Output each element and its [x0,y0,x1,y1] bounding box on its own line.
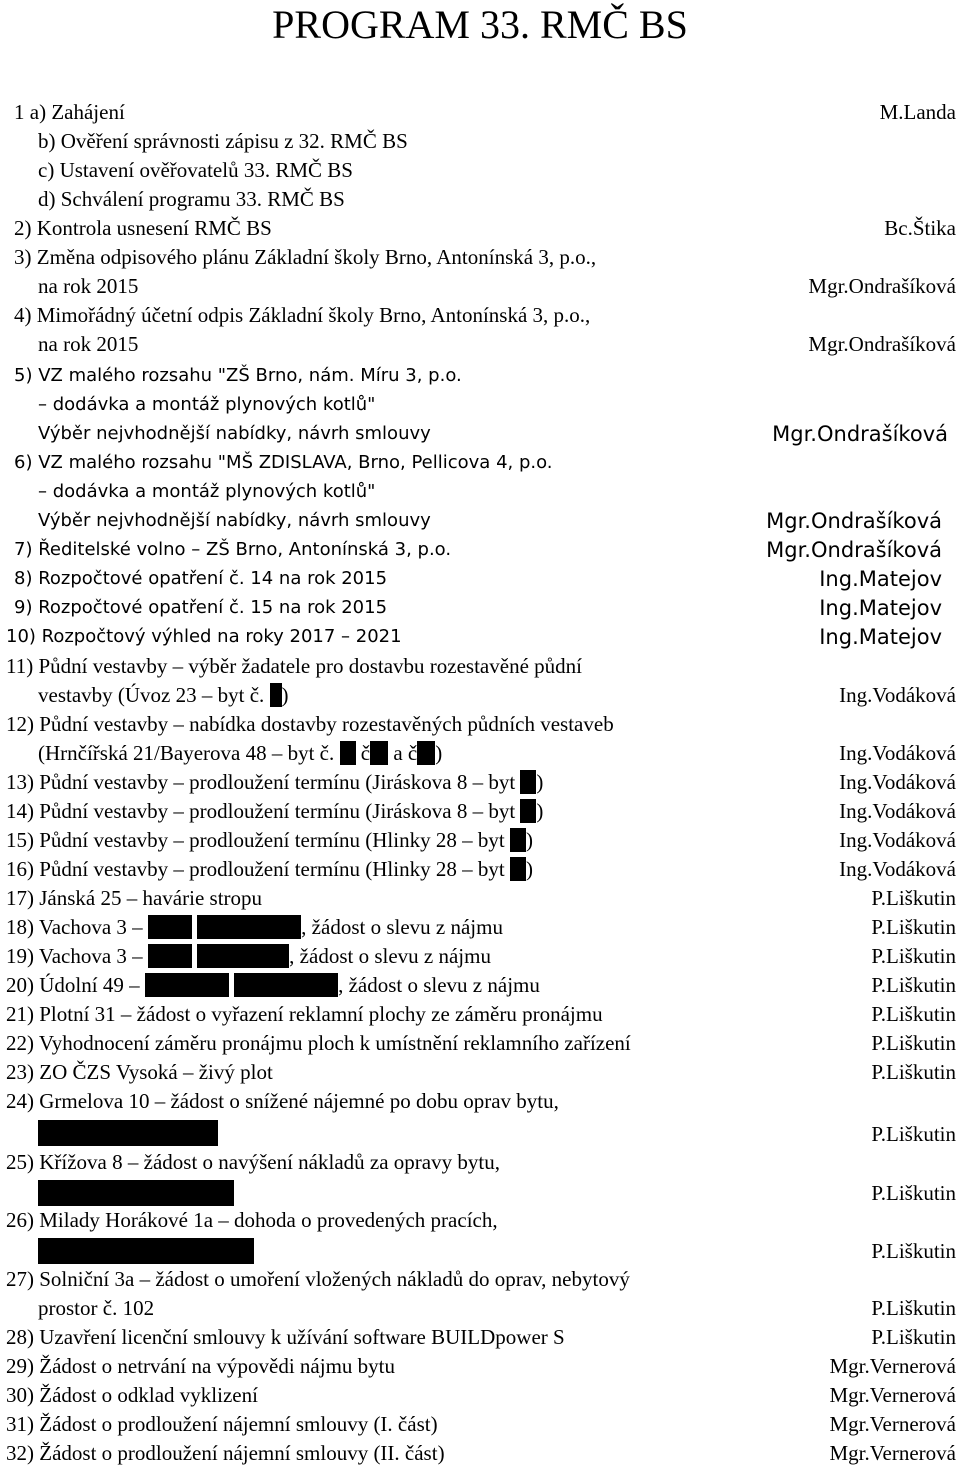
presenter-1: M.Landa [879,100,956,124]
item-5-line2: – dodávka a montáž plynových kotlů" [38,394,376,415]
presenter-11: Ing.Vodáková [839,683,956,707]
item-12-text-mid1: č [355,741,371,765]
item-12-line2 [38,741,442,765]
presenter-13: Ing.Vodáková [839,770,956,794]
item-6-line2: – dodávka a montáž plynových kotlů" [38,481,376,502]
item-6-line3: Výběr nejvhodnější nabídky, návrh smlouvy [38,510,431,531]
presenter-9: Ing.Matejov [819,596,942,620]
presenter-6: Mgr.Ondrašíková [766,509,942,533]
presenter-22: P.Liškutin [871,1031,956,1055]
item-25: 25) Křížova 8 – žádost o navýšení nákladů za opravy bytu, [6,1150,500,1174]
item-12-text-post: ) [435,741,443,765]
item-7: 7) Ředitelské volno – ZŠ Brno, Antonínská 3, p.o. [14,539,452,560]
item-15 [6,828,533,852]
presenter-29: Mgr.Vernerová [829,1354,956,1378]
redaction-box [370,741,388,765]
item-15-text-post: ) [525,828,533,852]
redaction-box [234,973,338,997]
item-27-line2: prostor č. 102 [38,1296,155,1320]
item-3-line1: 3) Změna odpisového plánu Základní školy Brno, Antonínská 3, p.o., [14,245,597,269]
item-11-line2 [38,683,289,707]
item-31: 31) Žádost o prodloužení nájemní smlouvy (I. část) [6,1412,438,1436]
redaction-box [197,944,289,968]
item-2: 2) Kontrola usnesení RMČ BS [14,216,272,240]
item-30: 30) Žádost o odklad vyklizení [6,1383,258,1407]
item-12-line1: 12) Půdní vestavby – nabídka dostavby rozestavěných půdních vestaveb [6,712,614,736]
redaction-box [38,1238,254,1264]
item-18 [6,915,503,939]
presenter-23: P.Liškutin [871,1060,956,1084]
item-16-text-pre: 16) Půdní vestavby – prodloužení termínu (Hlinky 28 – byt [6,857,510,881]
presenter-19: P.Liškutin [871,944,956,968]
item-20 [6,973,540,997]
item-20-text-pre: 20) Údolní 49 – [6,973,145,997]
page-title: PROGRAM 33. RMČ BS [272,2,688,47]
item-14-text-post: ) [536,799,544,823]
redaction-box [148,915,192,939]
item-20-text-post: , žádost o slevu z nájmu [338,973,540,997]
item-14-text-pre: 14) Půdní vestavby – prodloužení termínu (Jiráskova 8 – byt [6,799,521,823]
item-19-text-pre: 19) Vachova 3 – [6,944,148,968]
item-13-text-post: ) [536,770,544,794]
presenter-20: P.Liškutin [871,973,956,997]
item-15-text-pre: 15) Půdní vestavby – prodloužení termínu (Hlinky 28 – byt [6,828,510,852]
presenter-3: Mgr.Ondrašíková [808,274,956,298]
item-12-text-pre: (Hrnčířská 21/Bayerova 48 – byt č. [38,741,340,765]
presenter-15: Ing.Vodáková [839,828,956,852]
presenter-17: P.Liškutin [871,886,956,910]
redaction-box [417,741,435,765]
presenter-7: Mgr.Ondrašíková [766,538,942,562]
item-26: 26) Milady Horákové 1a – dohoda o provedených pracích, [6,1208,498,1232]
presenter-10: Ing.Matejov [819,625,942,649]
presenter-32: Mgr.Vernerová [829,1441,956,1465]
redaction-box [340,741,356,765]
item-32: 32) Žádost o prodloužení nájemní smlouvy (II. část) [6,1441,445,1465]
item-3-line2: na rok 2015 [38,274,139,298]
redaction-box [38,1180,234,1206]
presenter-18: P.Liškutin [871,915,956,939]
presenter-24: P.Liškutin [871,1122,956,1146]
redaction-box [148,944,192,968]
presenter-16: Ing.Vodáková [839,857,956,881]
presenter-27: P.Liškutin [871,1296,956,1320]
redaction-box [197,915,301,939]
redaction-box [520,770,536,794]
item-27-line1: 27) Solniční 3a – žádost o umoření vložených nákladů do oprav, nebytový [6,1267,630,1291]
presenter-2: Bc.Štika [884,216,956,240]
item-9: 9) Rozpočtové opatření č. 15 na rok 2015 [14,597,388,618]
redaction-box [520,799,536,823]
item-14 [6,799,543,823]
item-16-text-post: ) [525,857,533,881]
redaction-box [510,857,526,881]
presenter-26: P.Liškutin [871,1239,956,1263]
item-13 [6,770,543,794]
item-10: 10) Rozpočtový výhled na roky 2017 – 2021 [6,626,402,647]
presenter-30: Mgr.Vernerová [829,1383,956,1407]
item-19-text-post: , žádost o slevu z nájmu [289,944,491,968]
item-1a: 1 a) Zahájení [14,100,125,124]
item-5-line3: Výběr nejvhodnější nabídky, návrh smlouvy [38,423,431,444]
item-6-line1: 6) VZ malého rozsahu "MŠ ZDISLAVA, Brno, Pellicova 4, p.o. [14,452,553,473]
presenter-21: P.Liškutin [871,1002,956,1026]
item-12-text-mid2: a č [388,741,418,765]
item-13-text-pre: 13) Půdní vestavby – prodloužení termínu (Jiráskova 8 – byt [6,770,521,794]
item-17: 17) Jánská 25 – havárie stropu [6,886,263,910]
item-5-line1: 5) VZ malého rozsahu "ZŠ Brno, nám. Míru 3, p.o. [14,365,462,386]
item-21: 21) Plotní 31 – žádost o vyřazení reklamní plochy ze záměru pronájmu [6,1002,603,1026]
item-11-line1: 11) Půdní vestavby – výběr žadatele pro dostavbu rozestavěné půdní [6,654,582,678]
redaction-box [38,1120,218,1146]
presenter-31: Mgr.Vernerová [829,1412,956,1436]
presenter-4: Mgr.Ondrašíková [808,332,956,356]
presenter-12: Ing.Vodáková [839,741,956,765]
item-4-line1: 4) Mimořádný účetní odpis Základní školy Brno, Antonínská 3, p.o., [14,303,591,327]
item-16 [6,857,533,881]
presenter-28: P.Liškutin [871,1325,956,1349]
presenter-25: P.Liškutin [871,1181,956,1205]
item-1c: c) Ustavení ověřovatelů 33. RMČ BS [38,158,353,182]
item-28: 28) Uzavření licenční smlouvy k užívání software BUILDpower S [6,1325,565,1349]
item-22: 22) Vyhodnocení záměru pronájmu ploch k umístnění reklamního zařízení [6,1031,631,1055]
presenter-14: Ing.Vodáková [839,799,956,823]
item-29: 29) Žádost o netrvání na výpovědi nájmu bytu [6,1354,396,1378]
redaction-box [270,683,282,707]
item-19 [6,944,491,968]
item-24: 24) Grmelova 10 – žádost o snížené nájemné po dobu oprav bytu, [6,1089,559,1113]
item-18-text-pre: 18) Vachova 3 – [6,915,148,939]
item-4-line2: na rok 2015 [38,332,139,356]
item-18-text-post: , žádost o slevu z nájmu [301,915,503,939]
redaction-box [510,828,526,852]
item-1b: b) Ověření správnosti zápisu z 32. RMČ BS [38,129,408,153]
item-1d: d) Schválení programu 33. RMČ BS [38,187,345,211]
item-8: 8) Rozpočtové opatření č. 14 na rok 2015 [14,568,388,589]
item-11-text-pre: vestavby (Úvoz 23 – byt č. [38,683,270,707]
presenter-5: Mgr.Ondrašíková [772,422,948,446]
presenter-8: Ing.Matejov [819,567,942,591]
item-23: 23) ZO ČZS Vysoká – živý plot [6,1060,273,1084]
redaction-box [145,973,229,997]
item-11-text-post: ) [281,683,289,707]
